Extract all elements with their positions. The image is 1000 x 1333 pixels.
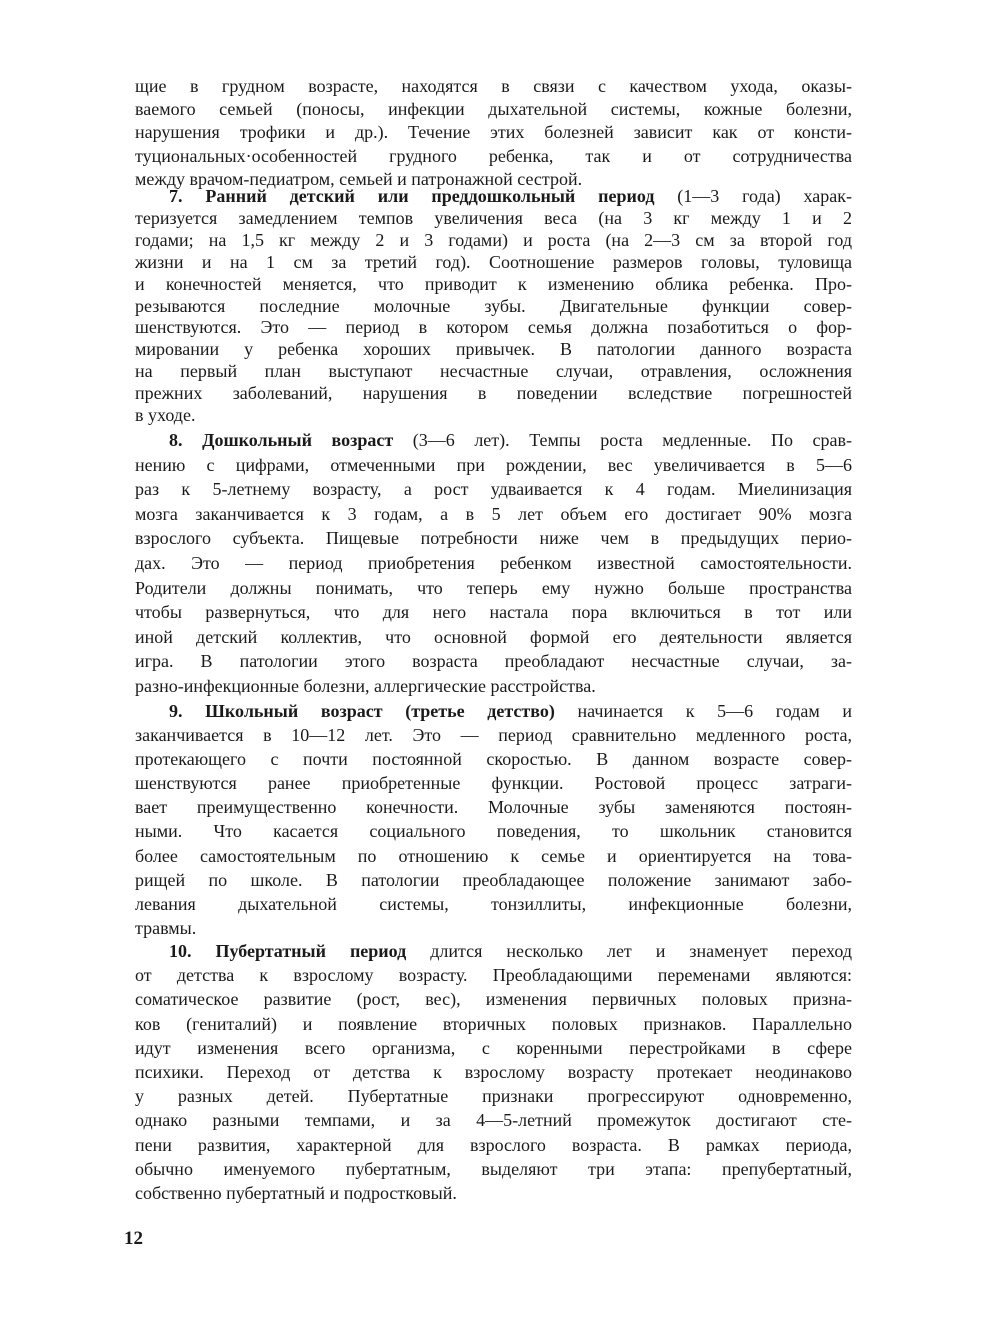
text-line bbox=[135, 208, 852, 230]
text-line bbox=[135, 502, 852, 527]
text-line bbox=[135, 361, 852, 383]
text-line bbox=[135, 1012, 852, 1036]
text-line bbox=[135, 1157, 852, 1181]
line-text: левания дыхательной системы, тонзиллиты, инфекционные болезни, bbox=[135, 893, 852, 914]
line-text: у разных детей. Пубертатные признаки прогрессируют одновременно, bbox=[135, 1086, 852, 1107]
paragraph-p7 bbox=[135, 186, 852, 427]
line-text: шенствуются ранее приобретенные функции. Ростовой процесс затраги- bbox=[135, 773, 852, 794]
line-text: соматическое развитие (рост, вес), изменения первичных половых призна- bbox=[135, 989, 852, 1010]
text-line bbox=[135, 428, 852, 453]
line-text: туциональных·особенностей грудного ребенка, так и от сотрудничества bbox=[135, 145, 852, 166]
text-line bbox=[135, 317, 852, 339]
text-line bbox=[135, 1108, 852, 1132]
line-text: Родители должны понимать, что теперь ему нужно больше пространства bbox=[135, 577, 852, 598]
line-text: обычно именуемого пубертатным, выделяют три этапа: препубертатный, bbox=[135, 1158, 852, 1179]
text-line bbox=[135, 339, 852, 361]
page-number: 12 bbox=[124, 1228, 143, 1249]
line-text: в уходе. bbox=[135, 405, 196, 426]
text-line bbox=[135, 477, 852, 502]
paragraph-p10 bbox=[135, 939, 852, 1205]
line-text: более самостоятельным по отношению к семье и ориентируется на това- bbox=[135, 845, 852, 866]
line-text: рищей по школе. В патологии преобладающее положение занимают забо- bbox=[135, 869, 852, 890]
text-line bbox=[135, 649, 852, 674]
line-text: длится несколько лет и знаменует переход bbox=[406, 941, 852, 961]
line-text: игра. В патологии этого возраста преобладают несчастные случаи, за- bbox=[135, 651, 852, 672]
text-line bbox=[135, 252, 852, 274]
text-line bbox=[135, 121, 852, 144]
line-text: щие в грудном возрасте, находятся в связи с качеством ухода, оказы- bbox=[135, 76, 852, 96]
text-line bbox=[135, 453, 852, 478]
line-text: на первый план выступают несчастные случаи, отравления, осложнения bbox=[135, 361, 852, 382]
line-text: от детства к взрослому возрасту. Преобладающими переменами являются: bbox=[135, 965, 852, 986]
text-line bbox=[135, 844, 852, 868]
text-line bbox=[135, 98, 852, 121]
line-text: теризуется замедлением темпов увеличения веса (на 3 кг между 1 и 2 bbox=[135, 207, 852, 228]
text-line bbox=[135, 747, 852, 771]
text-line bbox=[135, 75, 852, 98]
line-text: мировании у ребенка хороших привычек. В патологии данного возраста bbox=[135, 339, 852, 360]
text-line bbox=[135, 274, 852, 296]
line-text: ными. Что касается социального поведения, то школьник становится bbox=[135, 821, 852, 842]
section-heading: 8. Дошкольный возраст bbox=[169, 430, 394, 450]
line-text: разно-инфекционные болезни, аллергические расстройства. bbox=[135, 675, 596, 696]
text-line bbox=[135, 1181, 852, 1205]
text-line bbox=[135, 405, 852, 427]
line-text: (1—3 года) харак- bbox=[654, 186, 852, 206]
paragraph-p9 bbox=[135, 699, 852, 940]
line-text: вает преимущественно конечности. Молочные зубы заменяются постоян- bbox=[135, 797, 852, 818]
line-text: и конечностей меняется, что приводит к изменению облика ребенка. Про- bbox=[135, 273, 852, 294]
line-text: нарушения трофики и др.). Течение этих болезней зависит как от консти- bbox=[135, 122, 852, 143]
line-text: взрослого субъекта. Пищевые потребности ниже чем в предыдущих перио- bbox=[135, 528, 852, 549]
line-text: жизни и на 1 см за третий год). Соотношение размеров головы, туловища bbox=[135, 251, 852, 272]
text-line bbox=[135, 230, 852, 252]
line-text: ков (гениталий) и появление вторичных половых признаков. Параллельно bbox=[135, 1013, 852, 1034]
section-heading: 9. Школьный возраст (третье детство) bbox=[169, 701, 555, 721]
text-line bbox=[135, 939, 852, 963]
paragraph-p8 bbox=[135, 428, 852, 699]
text-line bbox=[135, 795, 852, 819]
line-text: годами; на 1,5 кг между 2 и 3 годами) и роста (на 2—3 см за второй год bbox=[135, 229, 852, 250]
line-text: однако разными темпами, и за 4—5-летний промежуток достигают сте- bbox=[135, 1110, 852, 1131]
line-text: протекающего с почти постоянной скоростью. В данном возрасте совер- bbox=[135, 749, 852, 770]
text-line bbox=[135, 625, 852, 650]
text-line bbox=[135, 699, 852, 723]
text-line bbox=[135, 383, 852, 405]
line-text: (3—6 лет). Темпы роста медленные. По срав- bbox=[393, 430, 852, 450]
line-text: собственно пубертатный и подростковый. bbox=[135, 1183, 457, 1204]
text-line bbox=[135, 1060, 852, 1084]
line-text: начинается к 5—6 годам и bbox=[554, 701, 852, 721]
text-line bbox=[135, 576, 852, 601]
line-text: резываются последние молочные зубы. Двигательные функции совер- bbox=[135, 295, 852, 316]
text-line bbox=[135, 771, 852, 795]
section-heading: 7. Ранний детский или преддошкольный период bbox=[169, 186, 655, 206]
line-text: между врачом-педиатром, семьей и патронажной сестрой. bbox=[135, 168, 583, 189]
line-text: идут изменения всего организма, с коренными перестройками в сфере bbox=[135, 1037, 852, 1058]
line-text: раз к 5-летнему возрасту, а рост удваивается к 4 годам. Миелинизация bbox=[135, 479, 852, 500]
section-heading: 10. Пубертатный период bbox=[169, 941, 407, 961]
paragraph-p1 bbox=[135, 75, 852, 191]
text-line bbox=[135, 551, 852, 576]
line-text: заканчивается в 10—12 лет. Это — период сравнительно медленного роста, bbox=[135, 725, 852, 746]
line-text: травмы. bbox=[135, 917, 197, 938]
text-line bbox=[135, 868, 852, 892]
line-text: дах. Это — период приобретения ребенком известной самостоятельности. bbox=[135, 552, 852, 573]
text-line bbox=[135, 892, 852, 916]
text-line bbox=[135, 674, 852, 699]
text-line bbox=[135, 600, 852, 625]
line-text: прежних заболеваний, нарушения в поведении вследствие погрешностей bbox=[135, 383, 852, 404]
line-text: ваемого семьей (поносы, инфекции дыхательной системы, кожные болезни, bbox=[135, 99, 852, 120]
line-text: пени развития, характерной для взрослого возраста. В рамках периода, bbox=[135, 1134, 852, 1155]
text-line bbox=[135, 963, 852, 987]
text-line bbox=[135, 987, 852, 1011]
text-line bbox=[135, 819, 852, 843]
line-text: шенствуются. Это — период в котором семья должна позаботиться о фор- bbox=[135, 317, 852, 338]
text-line bbox=[135, 296, 852, 318]
line-text: мозга заканчивается к 3 годам, а в 5 лет объем его достигает 90% мозга bbox=[135, 503, 852, 524]
line-text: психики. Переход от детства к взрослому возрасту протекает неодинаково bbox=[135, 1062, 852, 1083]
text-line bbox=[135, 1133, 852, 1157]
text-line bbox=[135, 186, 852, 208]
line-text: чтобы развернуться, что для него настала пора включиться в тот или bbox=[135, 602, 852, 623]
line-text: нению с цифрами, отмеченными при рождении, вес увеличивается в 5—6 bbox=[135, 454, 852, 475]
text-line bbox=[135, 916, 852, 940]
text-line bbox=[135, 145, 852, 168]
text-line bbox=[135, 526, 852, 551]
text-line bbox=[135, 1084, 852, 1108]
line-text: иной детский коллектив, что основной формой его деятельности является bbox=[135, 626, 852, 647]
text-line bbox=[135, 723, 852, 747]
text-line bbox=[135, 1036, 852, 1060]
